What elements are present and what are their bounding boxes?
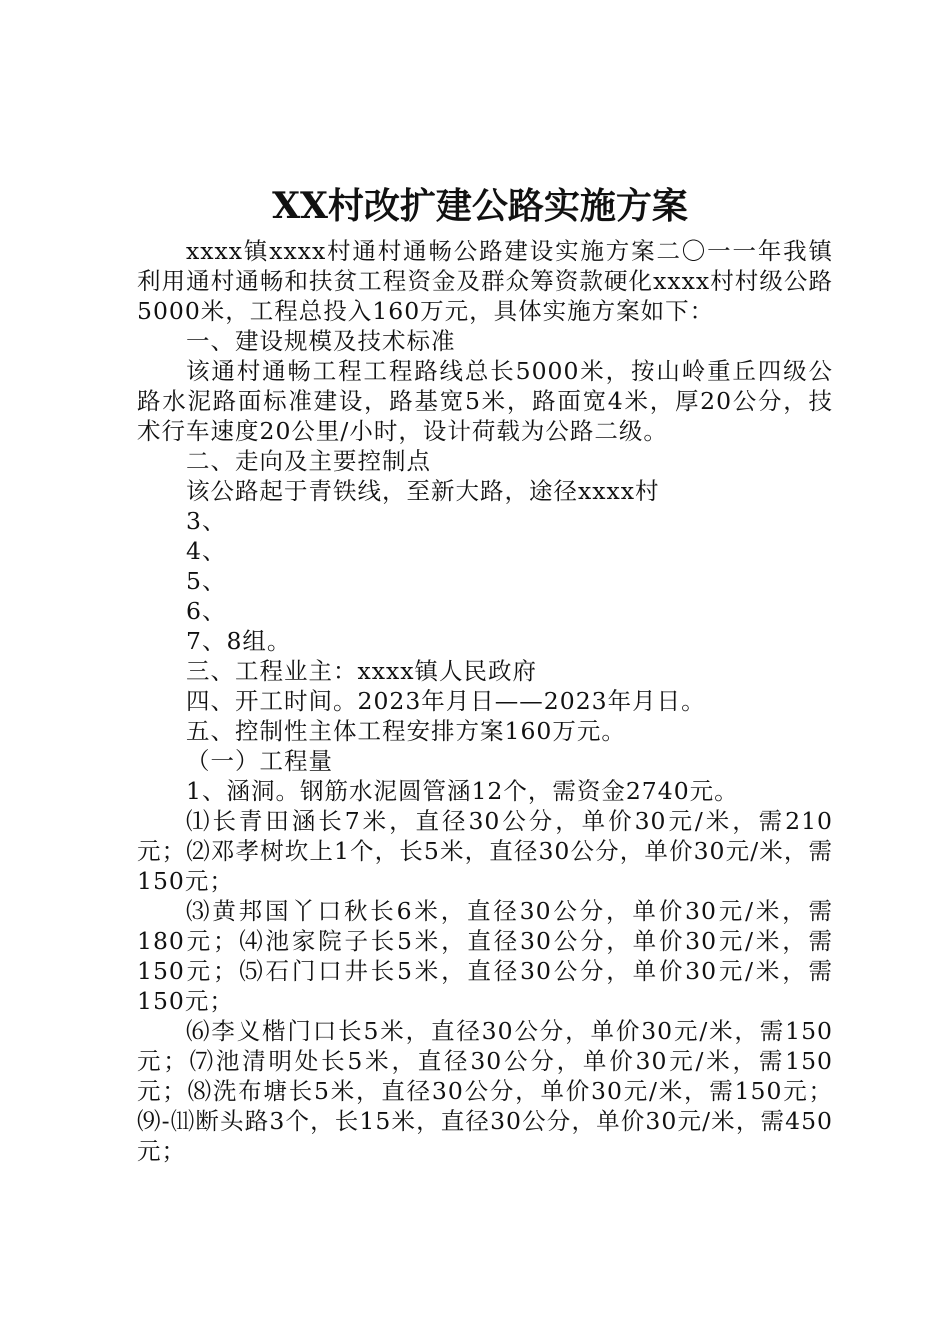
paragraph-culverts: 1、涵洞。钢筋水泥圆管涵12个，需资金2740元。 <box>186 777 739 805</box>
heading-owner: 三、工程业主：xxxx镇人民政府 <box>186 657 538 685</box>
list-item-5: 5、 <box>186 567 227 595</box>
list-item-4: 4、 <box>186 537 227 565</box>
paragraph-culverts-3-5: ⑶黄邦国丫口秋长6米，直径30公分，单价30元/米，需180元；⑷池家院子长5米，直径30公分，单价30元/米，需150元；⑸石门口井长5米，直径30公分，单价30元/米，需150元； <box>137 897 833 1015</box>
document-body <box>137 236 833 1166</box>
paragraph-intro: xxxx镇xxxx村通村通畅公路建设实施方案二〇一一年我镇利用通村通畅和扶贫工程资金及群众筹资款硬化xxxx村村级公路5000米，工程总投入160万元，具体实施方案如下： <box>137 237 833 325</box>
paragraph-standards: 该通村通畅工程工程路线总长5000米，按山岭重丘四级公路水泥路面标准建设，路基宽5米，路面宽4米，厚20公分，技术行车速度20公里/小时，设计荷载为公路二级。 <box>137 357 833 445</box>
heading-budget: 五、控制性主体工程安排方案160万元。 <box>186 717 626 745</box>
heading-start-time: 四、开工时间。2023年月日——2023年月日。 <box>186 687 706 715</box>
list-item-6: 6、 <box>186 597 227 625</box>
paragraph-culverts-6-11: ⑹李义楷门口长5米，直径30公分，单价30元/米，需150元；⑺池清明处长5米，直径30公分，单价30元/米，需150元；⑻洗布塘长5米，直径30公分，单价30元/米，需150元；⑼-⑾断头路3个，长15米，直径30公分，单价30元/米，需450元； <box>137 1017 833 1165</box>
list-item-3: 3、 <box>186 507 227 535</box>
heading-scale-standards: 一、建设规模及技术标准 <box>186 327 456 355</box>
paragraph-culverts-1-2: ⑴长青田涵长7米，直径30公分，单价30元/米，需210元；⑵邓孝树坎上1个，长5米，直径30公分，单价30元/米，需150元； <box>137 807 833 895</box>
subheading-quantity: （一）工程量 <box>186 747 333 775</box>
document-title: XX村改扩建公路实施方案 <box>272 185 688 227</box>
heading-route: 二、走向及主要控制点 <box>186 447 431 475</box>
paragraph-route: 该公路起于青铁线，至新大路，途径xxxx村 <box>186 477 660 505</box>
list-item-7-8: 7、8组。 <box>186 627 292 655</box>
